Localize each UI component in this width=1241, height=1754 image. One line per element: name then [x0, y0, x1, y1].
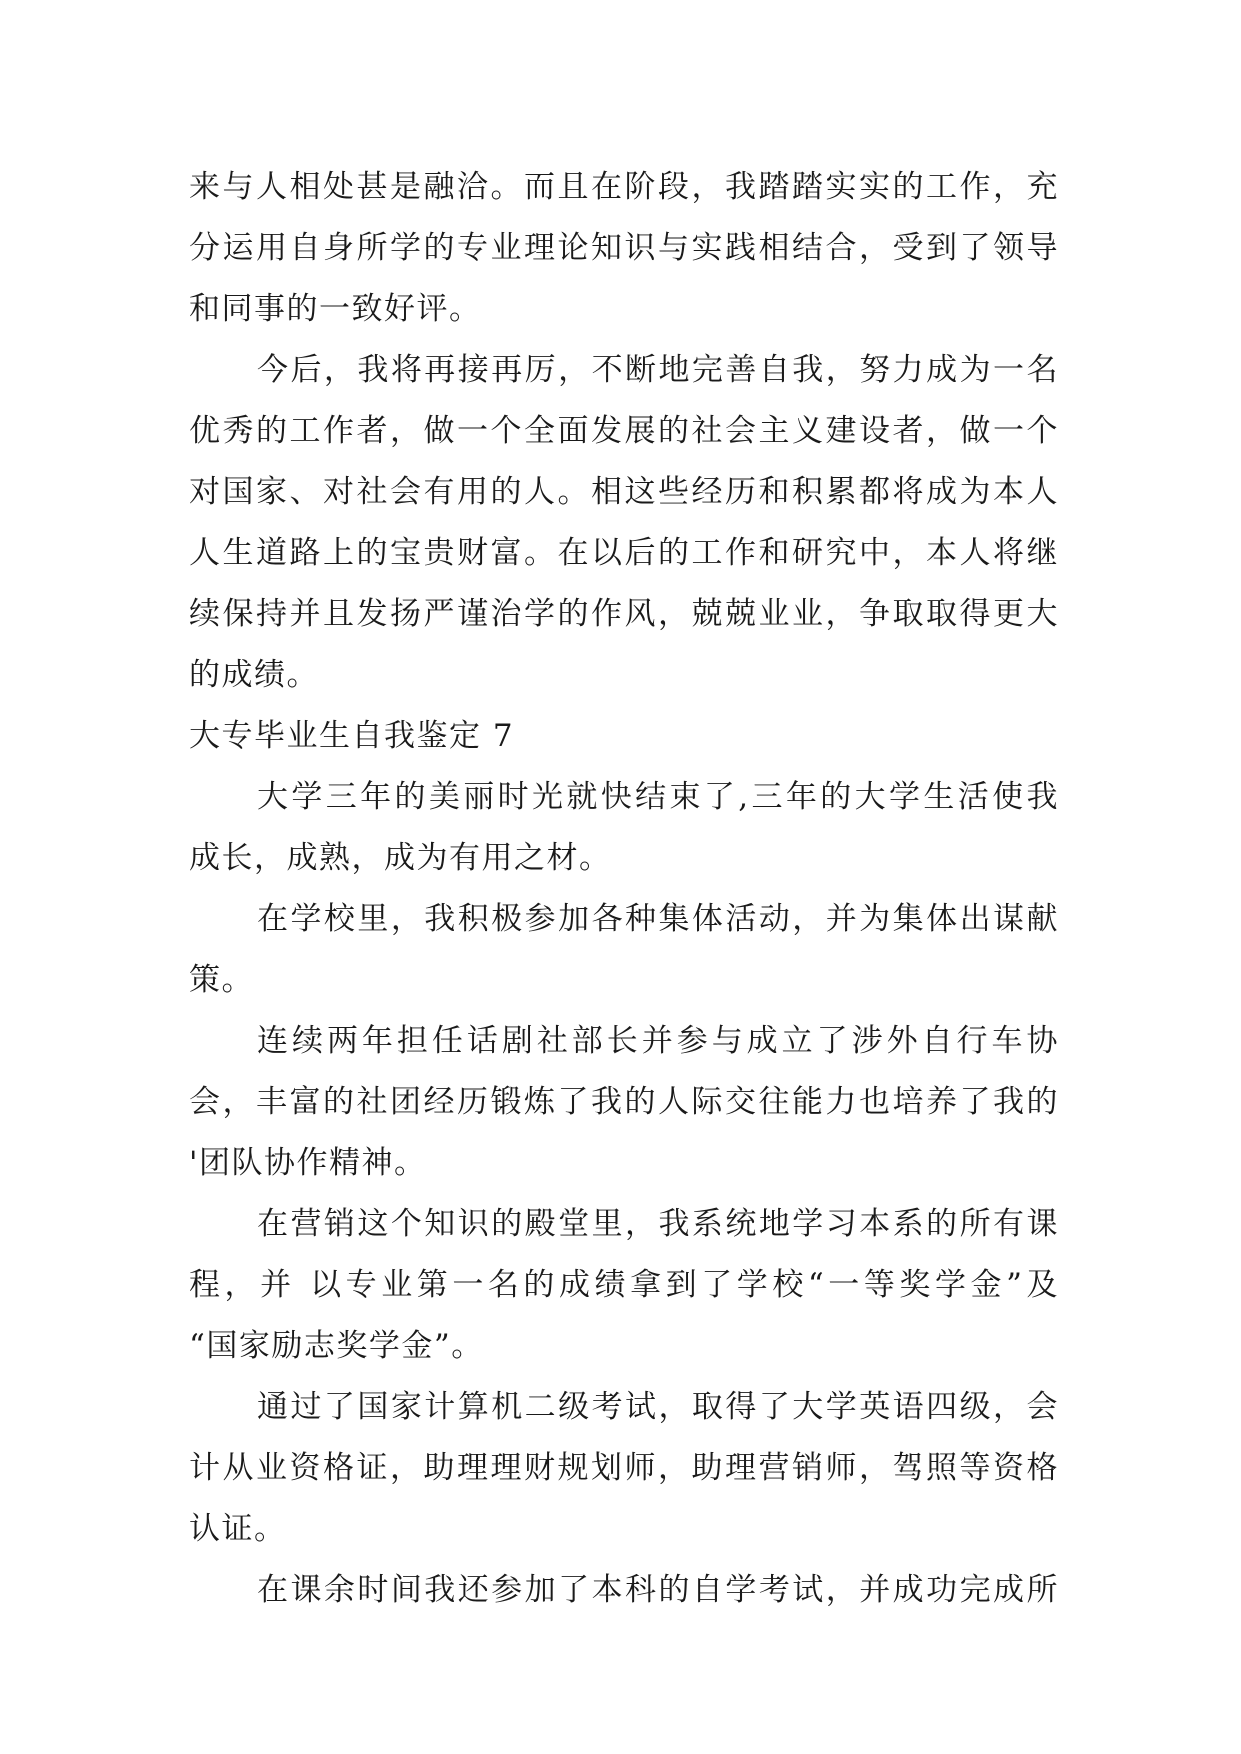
text-line: 程，并 以专业第一名的成绩拿到了学校“一等奖学金”及: [189, 1267, 1059, 1303]
text-line: 今后，我将再接再厉，不断地完善自我，努力成为一名: [257, 352, 1059, 388]
text-line: 会，丰富的社团经历锻炼了我的人际交往能力也培养了我的: [189, 1084, 1059, 1120]
text-line: 在学校里，我积极参加各种集体活动，并为集体出谋献: [257, 901, 1059, 937]
text-line: '团队协作精神。: [189, 1145, 427, 1181]
text-line: 来与人相处甚是融洽。而且在阶段，我踏踏实实的工作，充: [189, 169, 1059, 205]
text-line: 人生道路上的宝贵财富。在以后的工作和研究中，本人将继: [189, 535, 1059, 571]
text-line: “国家励志奖学金”。: [189, 1328, 484, 1364]
text-line: 在课余时间我还参加了本科的自学考试，并成功完成所: [257, 1572, 1059, 1608]
text-line: 计从业资格证，助理理财规划师，助理营销师，驾照等资格: [189, 1450, 1059, 1486]
section-heading: 大专毕业生自我鉴定 7: [189, 718, 515, 754]
text-line: 通过了国家计算机二级考试，取得了大学英语四级，会: [257, 1389, 1059, 1425]
text-line: 优秀的工作者，做一个全面发展的社会主义建设者，做一个: [189, 413, 1059, 449]
text-line: 成长，成熟，成为有用之材。: [189, 840, 612, 876]
text-line: 大学三年的美丽时光就快结束了,三年的大学生活使我: [257, 779, 1059, 815]
text-line: 策。: [189, 962, 254, 998]
document-body: [189, 157, 1059, 1621]
text-line: 在营销这个知识的殿堂里，我系统地学习本系的所有课: [257, 1206, 1059, 1242]
text-line: 认证。: [189, 1511, 287, 1547]
text-line: 续保持并且发扬严谨治学的作风，兢兢业业，争取取得更大: [189, 596, 1059, 632]
text-line: 和同事的一致好评。: [189, 291, 482, 327]
text-line: 的成绩。: [189, 657, 319, 693]
text-line: 分运用自身所学的专业理论知识与实践相结合，受到了领导: [189, 230, 1059, 266]
text-line: 连续两年担任话剧社部长并参与成立了涉外自行车协: [257, 1023, 1059, 1059]
text-line: 对国家、对社会有用的人。相这些经历和积累都将成为本人: [189, 474, 1059, 510]
